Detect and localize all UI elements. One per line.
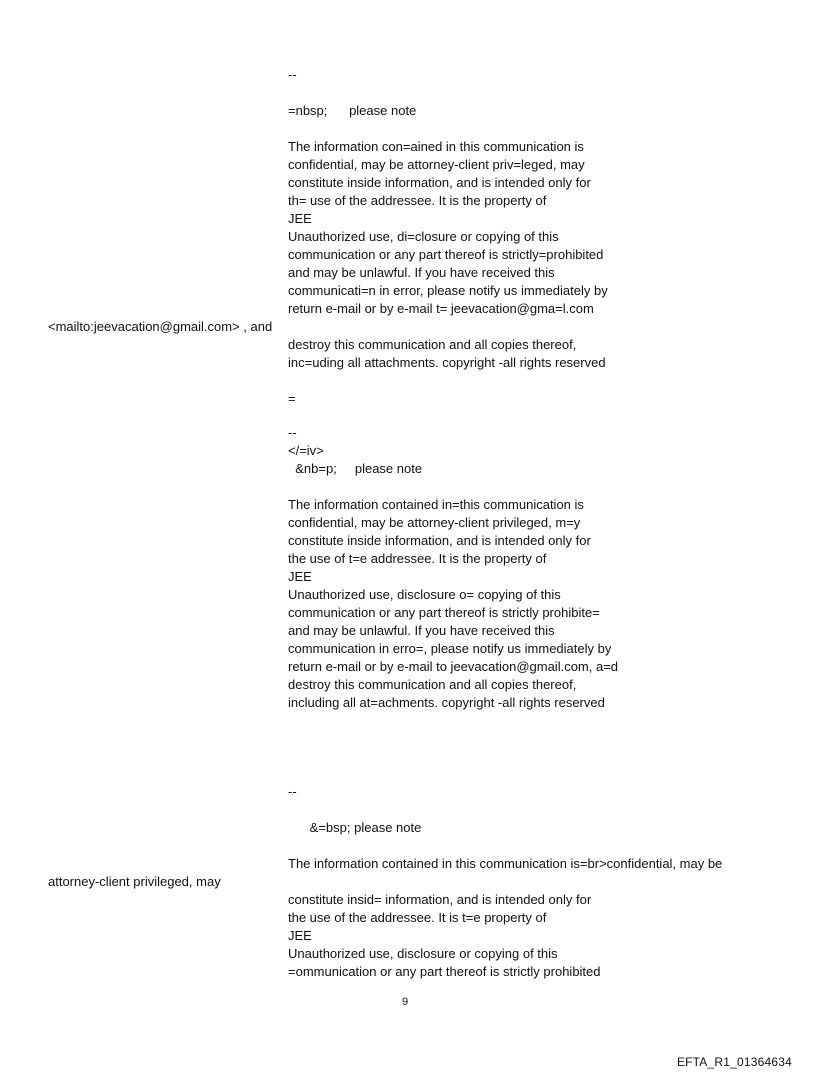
body-line: th= use of the addressee. It is the property of	[288, 193, 547, 208]
separator: --	[288, 784, 297, 799]
body-line: the use of the addressee. It is t=e property of	[288, 910, 547, 925]
html-tag-fragment: </=iv>	[288, 443, 324, 458]
trailing-char: =	[288, 391, 296, 406]
margin-note: attorney-client privileged, may	[48, 874, 221, 889]
body-line: The information contained in=this communication is	[288, 497, 584, 512]
greeting-line: &=bsp; please note	[288, 820, 422, 835]
body-line: constitute inside information, and is intended only for	[288, 175, 591, 190]
body-line: JEE	[288, 211, 312, 226]
body-line: communicati=n in error, please notify us immediately by	[288, 283, 608, 298]
body-line: Unauthorized use, di=closure or copying of this	[288, 229, 559, 244]
body-line: return e-mail or by e-mail t= jeevacation@gma=l.com	[288, 301, 594, 316]
body-line: and may be unlawful. If you have received this	[288, 623, 555, 638]
body-line: confidential, may be attorney-client privileged, m=y	[288, 515, 581, 530]
body-line: destroy this communication and all copies thereof,	[288, 337, 577, 352]
body-line: Unauthorized use, disclosure o= copying of this	[288, 587, 561, 602]
body-line: JEE	[288, 569, 312, 584]
body-line: constitute inside information, and is intended only for	[288, 533, 591, 548]
separator: --	[288, 67, 297, 82]
body-line: JEE	[288, 928, 312, 943]
greeting-line: =nbsp; please note	[288, 103, 417, 118]
document-id: EFTA_R1_01364634	[676, 1055, 792, 1069]
body-line: The information con=ained in this communication is	[288, 139, 584, 154]
greeting-line: &nb=p; please note	[288, 461, 423, 476]
body-line: the use of t=e addressee. It is the property of	[288, 551, 547, 566]
body-line: destroy this communication and all copies thereof,	[288, 677, 577, 692]
body-line: The information contained in this communication is=br>confidential, may be	[288, 856, 723, 871]
body-line: =ommunication or any part thereof is strictly prohibited	[288, 964, 601, 979]
body-line: confidential, may be attorney-client priv=leged, may	[288, 157, 585, 172]
separator: --	[288, 425, 297, 440]
page-number: 9	[402, 996, 409, 1008]
body-line: inc=uding all attachments. copyright -all rights reserved	[288, 355, 606, 370]
body-line: including all at=achments. copyright -all rights reserved	[288, 695, 605, 710]
body-line: constitute insid= information, and is intended only for	[288, 892, 592, 907]
mailto-note: <mailto:jeevacation@gmail.com> , and	[48, 319, 273, 334]
body-line: communication or any part thereof is strictly=prohibited	[288, 247, 604, 262]
body-line: Unauthorized use, disclosure or copying of this	[288, 946, 558, 961]
body-line: communication in erro=, please notify us immediately by	[288, 641, 612, 656]
body-line: return e-mail or by e-mail to jeevacation@gmail.com, a=d	[288, 659, 619, 674]
body-line: communication or any part thereof is strictly prohibite=	[288, 605, 600, 620]
body-line: and may be unlawful. If you have received this	[288, 265, 555, 280]
